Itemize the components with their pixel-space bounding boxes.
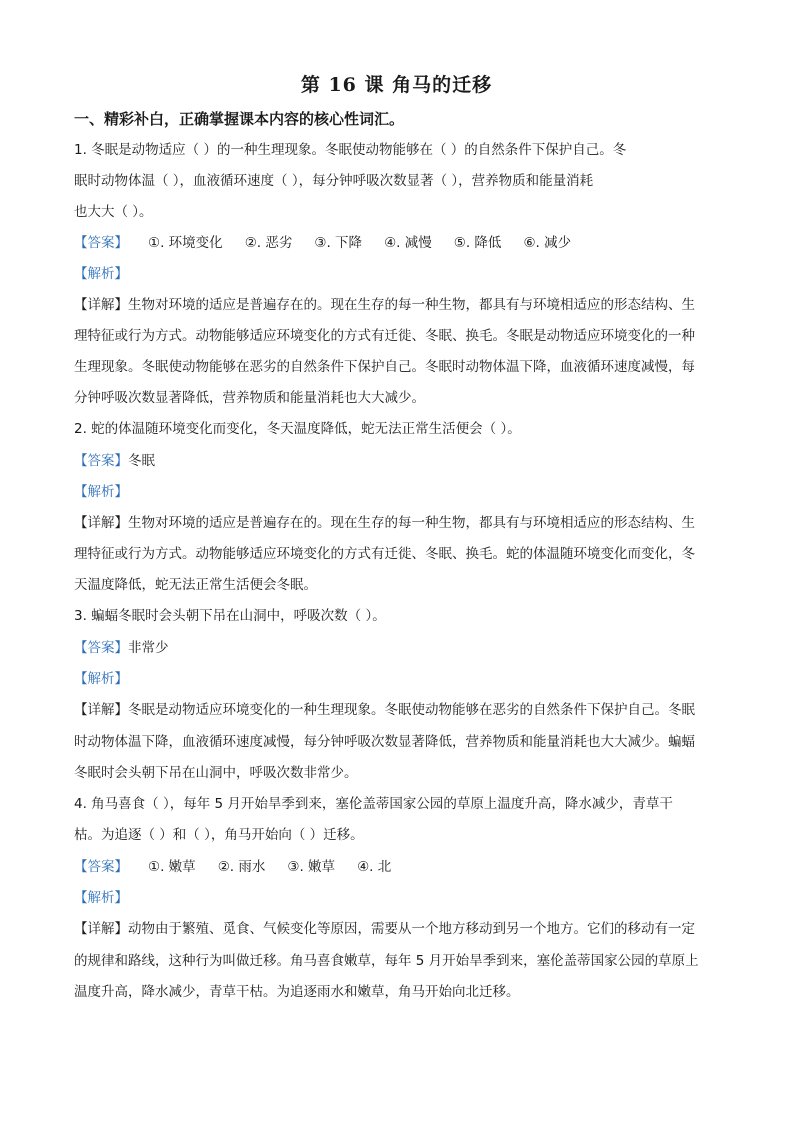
q3-answer-row: 【答案】非常少	[74, 640, 169, 656]
q4-detail-line-1: 【详解】动物由于繁殖、觅食、气候变化等原因，需要从一个地方移动到另一个地方。它们的移动有一定	[74, 921, 695, 937]
q4-detail-line-2: 的规律和路线，这种行为叫做迁移。角马喜食嫩草，每年 5 月开始旱季到来，塞伦盖蒂国家公园的草原上	[74, 953, 699, 969]
q1-answer-5: ⑤. 降低	[453, 235, 502, 251]
q4-answer-row: 【答案】 ①. 嫩草 ②. 雨水 ③. 嫩草 ④. 北	[74, 859, 392, 875]
q3-detail-line-1: 【详解】冬眠是动物适应环境变化的一种生理现象。冬眠使动物能够在恶劣的自然条件下保护自己。冬眠	[74, 702, 695, 718]
q4-detail-line-3: 温度升高，降水减少，青草干枯。为追逐雨水和嫩草，角马开始向北迁移。	[74, 984, 520, 1000]
q3-detail-line-3: 冬眠时会头朝下吊在山洞中，呼吸次数非常少。	[74, 765, 358, 781]
q1-line-2: 眠时动物体温（ ），血液循环速度（ ），每分钟呼吸次数显著（ ），营养物质和能量消耗	[74, 173, 594, 189]
q1-detail-line-1: 【详解】生物对环境的适应是普遍存在的。现在生存的每一种生物，都具有与环境相适应的形态结构、生	[74, 297, 695, 313]
q3-detail-line-2: 时动物体温下降，血液循环速度减慢，每分钟呼吸次数显著降低，营养物质和能量消耗也大大减少。蝙蝠	[74, 734, 695, 750]
q1-line-1: 1. 冬眠是动物适应（ ）的一种生理现象。冬眠使动物能够在（ ）的自然条件下保护自己。冬	[74, 142, 627, 158]
q1-detail-line-2: 理特征或行为方式。动物能够适应环境变化的方式有迁徙、冬眠、换毛。冬眠是动物适应环境变化的一种	[74, 328, 695, 344]
q1-line-3: 也大大（ ）。	[74, 204, 153, 220]
q2-detail-line-2: 理特征或行为方式。动物能够适应环境变化的方式有迁徙、冬眠、换毛。蛇的体温随环境变化而变化，冬	[74, 546, 695, 562]
q4-line-1: 4. 角马喜食（ ），每年 5 月开始旱季到来，塞伦盖蒂国家公园的草原上温度升高，降水减少，青草干	[74, 796, 673, 812]
q1-detail-line-3: 生理现象。冬眠使动物能够在恶劣的自然条件下保护自己。冬眠时动物体温下降，血液循环速度减慢，每	[74, 359, 695, 375]
q2-analysis-tag: 【解析】	[74, 484, 128, 500]
section-heading: 一、精彩补白，正确掌握课本内容的核心性词汇。	[74, 110, 405, 128]
page-title: 第 16 课 角马的迁移	[300, 74, 493, 96]
q3-line-1: 3. 蝙蝠冬眠时会头朝下吊在山洞中，呼吸次数（ ）。	[74, 608, 386, 624]
q4-answer-3: ③. 嫩草	[287, 859, 336, 875]
q1-answer-6: ⑥. 减少	[523, 235, 572, 251]
q4-answer-1: ①. 嫩草	[148, 859, 196, 875]
q4-line-2: 枯。为追逐（ ）和（ ），角马开始向（ ）迁移。	[74, 827, 364, 843]
q1-analysis-tag: 【解析】	[74, 266, 128, 282]
q1-answer-2: ②. 恶劣	[244, 235, 293, 251]
q1-answer-3: ③. 下降	[314, 235, 363, 251]
q2-answer-row: 【答案】冬眠	[74, 453, 155, 469]
q2-line-1: 2. 蛇的体温随环境变化而变化，冬天温度降低，蛇无法正常生活便会（ ）。	[74, 421, 521, 437]
q1-answer-4: ④. 减慢	[384, 235, 432, 251]
q1-answer-row	[74, 233, 571, 253]
q4-answer-4: ④. 北	[357, 859, 392, 875]
q4-answer-2: ②. 雨水	[217, 859, 266, 875]
q3-analysis-tag: 【解析】	[74, 671, 128, 687]
q1-detail-line-4: 分钟呼吸次数显著降低，营养物质和能量消耗也大大减少。	[74, 390, 425, 406]
q2-answer: 冬眠	[128, 453, 155, 469]
q2-detail-line-1: 【详解】生物对环境的适应是普遍存在的。现在生存的每一种生物，都具有与环境相适应的形态结构、生	[74, 515, 695, 531]
q4-analysis-tag: 【解析】	[74, 890, 128, 906]
q2-detail-line-3: 天温度降低，蛇无法正常生活便会冬眠。	[74, 577, 317, 593]
q3-answer: 非常少	[128, 640, 169, 656]
q1-answer-1: ①. 环境变化	[148, 235, 223, 251]
answer-tag: 【答案】	[74, 235, 128, 251]
